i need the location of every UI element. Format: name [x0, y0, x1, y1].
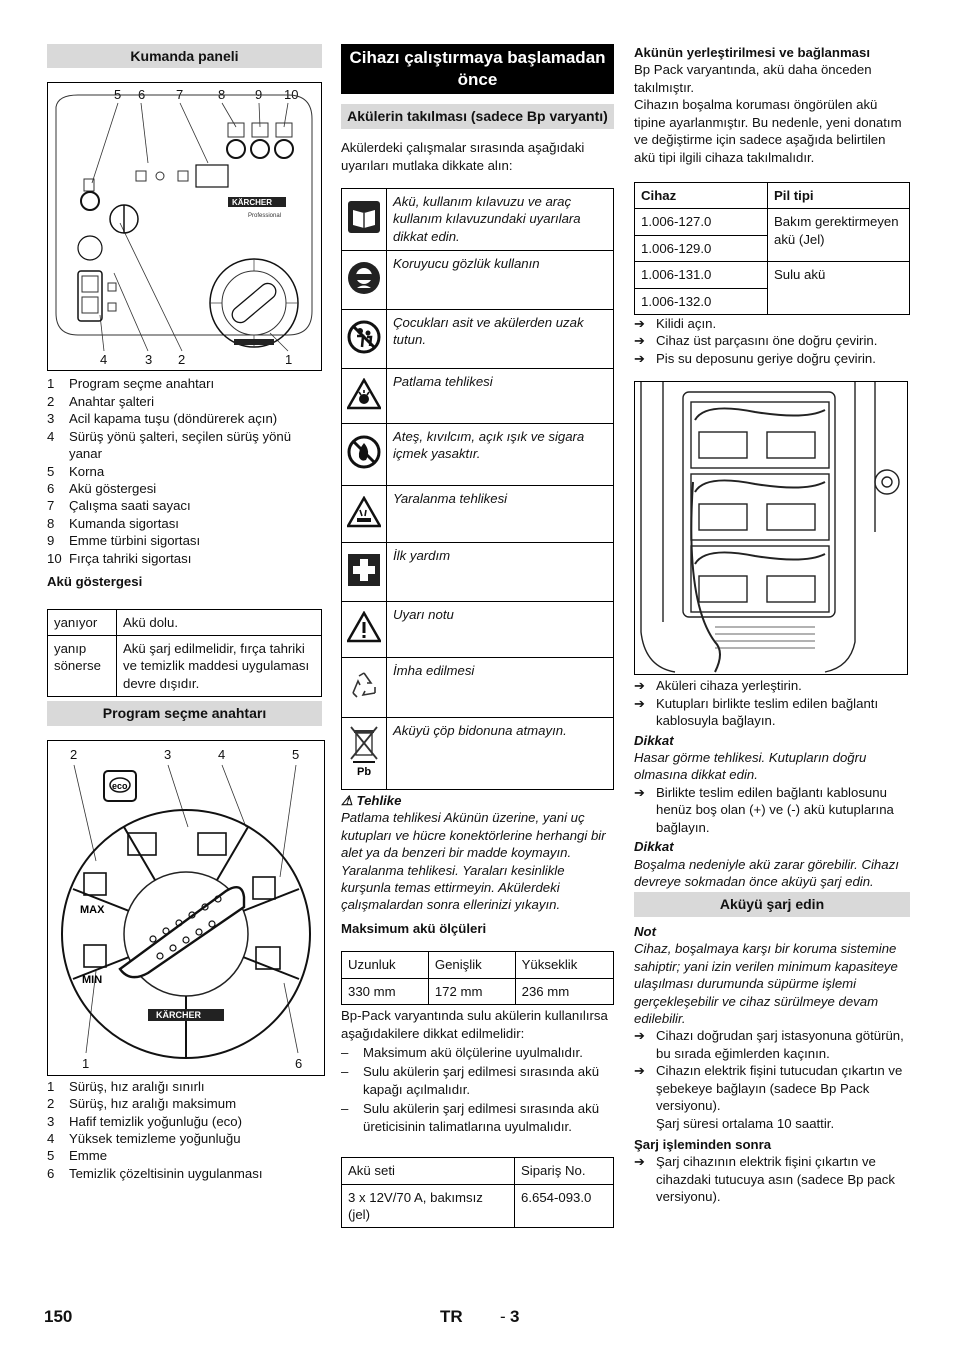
section-header-install-batteries: Akülerin takılması (sadece Bp varyantı)	[341, 104, 614, 129]
table-row: 1.006-129.0	[635, 235, 910, 261]
section-header-program-selector: Program seçme anahtarı	[47, 701, 322, 725]
list-item: ➔ Birlikte teslim edilen bağlantı kablosunu henüz boş olan (+) ve (-) akü kutuplarına bağlayın.	[634, 784, 894, 835]
list-item: ➔ Şarj cihazının elektrik fişini çıkartın ve cihazdaki tutucuya asın (sadece Bp pack versiyonu).	[634, 1154, 895, 1205]
manual-icon	[342, 188, 387, 250]
warning-triangle-icon: ⚠	[341, 792, 353, 808]
program-selector-figure	[47, 740, 325, 1076]
svg-text:KÄRCHER: KÄRCHER	[156, 1009, 201, 1020]
list-item: 10 Fırça tahriki sigortası	[47, 550, 192, 566]
chapter-title: Cihazı çalıştırmaya başlamadan önce	[341, 44, 614, 94]
list-item: 4 Yüksek temizleme yoğunluğu	[47, 1130, 241, 1146]
callout-4: 4	[100, 352, 108, 368]
list-item: 8 Kumanda sigortası	[47, 515, 179, 531]
list-item: – Sulu akülerin şarj edilmesi sırasında akü kapağı açılmalıdır.	[341, 1064, 600, 1097]
intro-text: Akülerdeki çalışmalar sırasında aşağıdaki uyarıları mutlaka dikkate alın:	[341, 140, 585, 173]
list-item: 9 Emme türbini sigortası	[47, 533, 201, 549]
arrow-icon: ➔	[634, 350, 646, 366]
arrow-icon: ➔	[634, 333, 646, 349]
arrow-icon: ➔	[634, 316, 646, 332]
arrow-icon: ➔	[634, 784, 646, 800]
table-row: Pb Aküyü çöp bidonuna atmayın.	[342, 717, 614, 789]
warning-icon	[342, 601, 387, 657]
battery-indicator-table	[47, 609, 322, 698]
bp-pack-list	[341, 1044, 614, 1135]
control-panel-legend	[47, 375, 322, 567]
arrow-icon: ➔	[634, 695, 646, 711]
column-middle	[341, 44, 614, 1228]
battery-set-table	[341, 1157, 614, 1228]
list-item: ➔ Pis su deposunu geriye doğru çevirin.	[634, 350, 876, 366]
svg-text:MAX: MAX	[80, 903, 105, 916]
callout-8: 8	[218, 87, 226, 103]
table-row: Patlama tehlikesi	[342, 368, 614, 423]
battery-dimensions-table	[341, 951, 614, 1005]
danger-text: Patlama tehlikesi Akünün üzerine, yani uç kutupları ve hücre konektörlerine herhangi bir alet ya da benzeri bir madde koymayın. Yaralanma tehlikesi. Yaraları kesinlikle kurşunla temas ettirmeyin. Akülerdeki çalışmalardan sonra ellerinizi yıkayın.	[341, 810, 606, 913]
list-item: 6 Akü göstergesi	[47, 481, 157, 496]
column-right	[634, 44, 910, 1206]
table-row: 3 x 12V/70 A, bakımsız (jel) 6.654-093.0	[342, 1184, 614, 1228]
list-item: 6 Temizlik çözeltisinin uygulanması	[47, 1165, 263, 1181]
no-bin-icon	[342, 717, 387, 789]
svg-text:MIN: MIN	[82, 973, 103, 986]
danger-block	[341, 792, 614, 914]
list-item: ➔ Kilidi açın.	[634, 316, 717, 332]
list-item: 7 Çalışma saati sayacı	[47, 498, 191, 514]
arrow-icon: ➔	[634, 1154, 646, 1170]
steps-insert	[634, 677, 910, 729]
list-item: 5 Emme	[47, 1148, 108, 1164]
table-row: Cihaz Pil tipi	[635, 182, 910, 208]
arrow-icon: ➔	[634, 678, 646, 694]
caution-label: Dikkat	[634, 732, 674, 748]
list-item: – Maksimum akü ölçülerine uyulmalıdır.	[341, 1044, 583, 1060]
callout-3: 3	[145, 352, 153, 368]
footer-separator: -	[500, 1307, 506, 1326]
section-header-charge-battery: Aküyü şarj edin	[634, 892, 910, 916]
svg-text:Pb: Pb	[357, 766, 372, 778]
after-charging-heading: Şarj işleminden sonra	[634, 1136, 772, 1152]
table-row: yanıyor Akü dolu.	[48, 609, 322, 635]
list-item: ➔ Cihaz üst parçasını öne doğru çevirin.	[634, 333, 878, 349]
table-row: Akü, kullanım kılavuzu ve araç kullanım kılavuzundaki uyarılara dikkat edin.	[342, 188, 614, 250]
table-row: İlk yardım	[342, 542, 614, 601]
table-row: Akü seti Sipariş No.	[342, 1158, 614, 1184]
charge-time-text: Şarj süresi ortalama 10 saattir.	[656, 1115, 835, 1131]
svg-text:6: 6	[295, 1055, 303, 1071]
children-icon	[342, 309, 387, 368]
bp-pack-note: Bp Pack varyantında, akü daha önceden takılmıştır.	[634, 62, 872, 95]
danger-label: Tehlike	[356, 792, 402, 808]
table-row: 1.006-132.0	[635, 288, 910, 314]
max-dimensions-heading: Maksimum akü ölçüleri	[341, 920, 487, 936]
table-row: Çocukları asit ve akülerden uzak tutun.	[342, 309, 614, 368]
section-page-number: 3	[510, 1307, 520, 1326]
table-row: yanıp sönerse Akü şarj edilmelidir, fırça tahriki ve temizlik maddesi uygulaması devre dışıdır.	[48, 635, 322, 696]
list-item: ➔ Cihazı doğrudan şarj istasyonuna götürün, bu sırada eğimlerden kaçının.	[634, 1028, 904, 1061]
first-aid-icon	[342, 542, 387, 601]
svg-text:4: 4	[218, 746, 226, 762]
deep-discharge-note: Cihazın boşalma koruması öngörülen akü tipine ayarlanmıştır. Bu nedenle, yeni donatım ve değiştirme için sadece aşağıda belirtilen akü tipi ilgili cihaza takılmalıdır.	[634, 97, 902, 165]
battery-indicator-heading: Akü göstergesi	[47, 574, 143, 590]
callout-2: 2	[178, 352, 186, 368]
svg-text:1: 1	[82, 1055, 90, 1071]
list-item: ➔ Cihazın elektrik fişini tutucudan çıkartın ve şebekeye bağlayın (sadece Bp Pack versiyonu).	[634, 1063, 903, 1114]
table-row: 330 mm 172 mm 236 mm	[342, 978, 614, 1004]
arrow-icon: ➔	[634, 1028, 646, 1044]
list-item: 1 Program seçme anahtarı	[47, 376, 215, 392]
list-item: 5 Korna	[47, 463, 105, 479]
svg-text:3: 3	[164, 746, 172, 762]
list-item: 3 Hafif temizlik yoğunluğu (eco)	[47, 1113, 242, 1129]
page-number: 150	[44, 1307, 73, 1326]
list-item: 4 Sürüş yönü şalteri, seçilen sürüş yönü yanar	[47, 428, 292, 462]
callout-6: 6	[138, 87, 146, 103]
svg-text:2: 2	[70, 746, 78, 762]
section-header-control-panel: Kumanda paneli	[47, 44, 322, 68]
list-item: ➔ Kutupları birlikte teslim edilen bağlantı kablosuyla bağlayın.	[634, 695, 879, 729]
note-label: Not	[634, 923, 656, 939]
callout-7: 7	[176, 87, 184, 103]
table-row: Uyarı notu	[342, 601, 614, 657]
list-item: 1 Sürüş, hız aralığı sınırlı	[47, 1078, 205, 1094]
svg-text:eco: eco	[112, 780, 128, 791]
table-row: İmha edilmesi	[342, 657, 614, 717]
list-item: – Sulu akülerin şarj edilmesi sırasında akü üreticisinin talimatlarına uyulmalıdır.	[341, 1101, 600, 1134]
table-row: Koruyucu gözlük kullanın	[342, 250, 614, 309]
battery-compartment-figure	[634, 381, 908, 675]
recycle-icon	[342, 657, 387, 717]
callout-10: 10	[284, 87, 299, 103]
acid-burn-icon	[342, 485, 387, 542]
control-panel-drawing	[48, 83, 321, 370]
note-text: Cihaz, boşalmaya karşı bir koruma sistemine sahiptir; yani izin verilen minimum kapasiteye ulaşılması durumunda süpürme işlemi gerçekleşebilir ve cihaz sürülmeye devam edilebilir.	[634, 941, 898, 1026]
table-row: Ateş, kıvılcım, açık ışık ve sigara içmek yasaktır.	[342, 423, 614, 485]
language-code: TR	[440, 1307, 463, 1326]
steps-charge	[634, 1027, 910, 1132]
program-selector-legend	[47, 1078, 322, 1183]
device-battery-type-table	[634, 182, 910, 315]
table-row: 1.006-131.0 Sulu akü	[635, 262, 910, 288]
svg-text:KÄRCHER: KÄRCHER	[232, 198, 272, 208]
list-item: 2 Sürüş, hız aralığı maksimum	[47, 1096, 237, 1112]
control-panel-figure	[47, 82, 322, 371]
program-selector-drawing	[48, 741, 324, 1075]
table-row: Yaralanma tehlikesi	[342, 485, 614, 542]
callout-5: 5	[114, 87, 122, 103]
caution-text: Boşalma nedeniyle akü zarar görebilir. Cihazı devreye sokmadan önce aküyü şarj edin.	[634, 856, 899, 889]
arrow-icon: ➔	[634, 1063, 646, 1079]
bp-pack-text: Bp-Pack varyantında sulu akülerin kullanılırsa aşağıdakilere dikkat edilmelidir:	[341, 1008, 608, 1041]
explosion-icon	[342, 368, 387, 423]
battery-compartment-drawing	[635, 382, 907, 674]
goggles-icon	[342, 250, 387, 309]
install-connect-heading: Akünün yerleştirilmesi ve bağlanması	[634, 45, 871, 60]
no-fire-icon	[342, 423, 387, 485]
list-item: 2 Anahtar şalteri	[47, 393, 155, 409]
svg-text:Professional: Professional	[248, 213, 282, 220]
caution-label: Dikkat	[634, 839, 674, 855]
callout-1: 1	[285, 352, 293, 368]
steps-open	[634, 315, 910, 367]
table-row: Uzunluk Genişlik Yükseklik	[342, 952, 614, 978]
svg-text:5: 5	[292, 746, 300, 762]
table-row: 1.006-127.0 Bakım gerektirmeyen akü (Jel)	[635, 209, 910, 235]
list-item: ➔ Aküleri cihaza yerleştirin.	[634, 678, 802, 694]
safety-symbols-table	[341, 188, 614, 790]
caution-text: Hasar görme tehlikesi. Kutupların doğru olmasına dikkat edin.	[634, 750, 867, 783]
list-item: 3 Acil kapama tuşu (döndürerek açın)	[47, 411, 278, 427]
callout-9: 9	[255, 87, 263, 103]
column-left	[47, 44, 322, 1182]
